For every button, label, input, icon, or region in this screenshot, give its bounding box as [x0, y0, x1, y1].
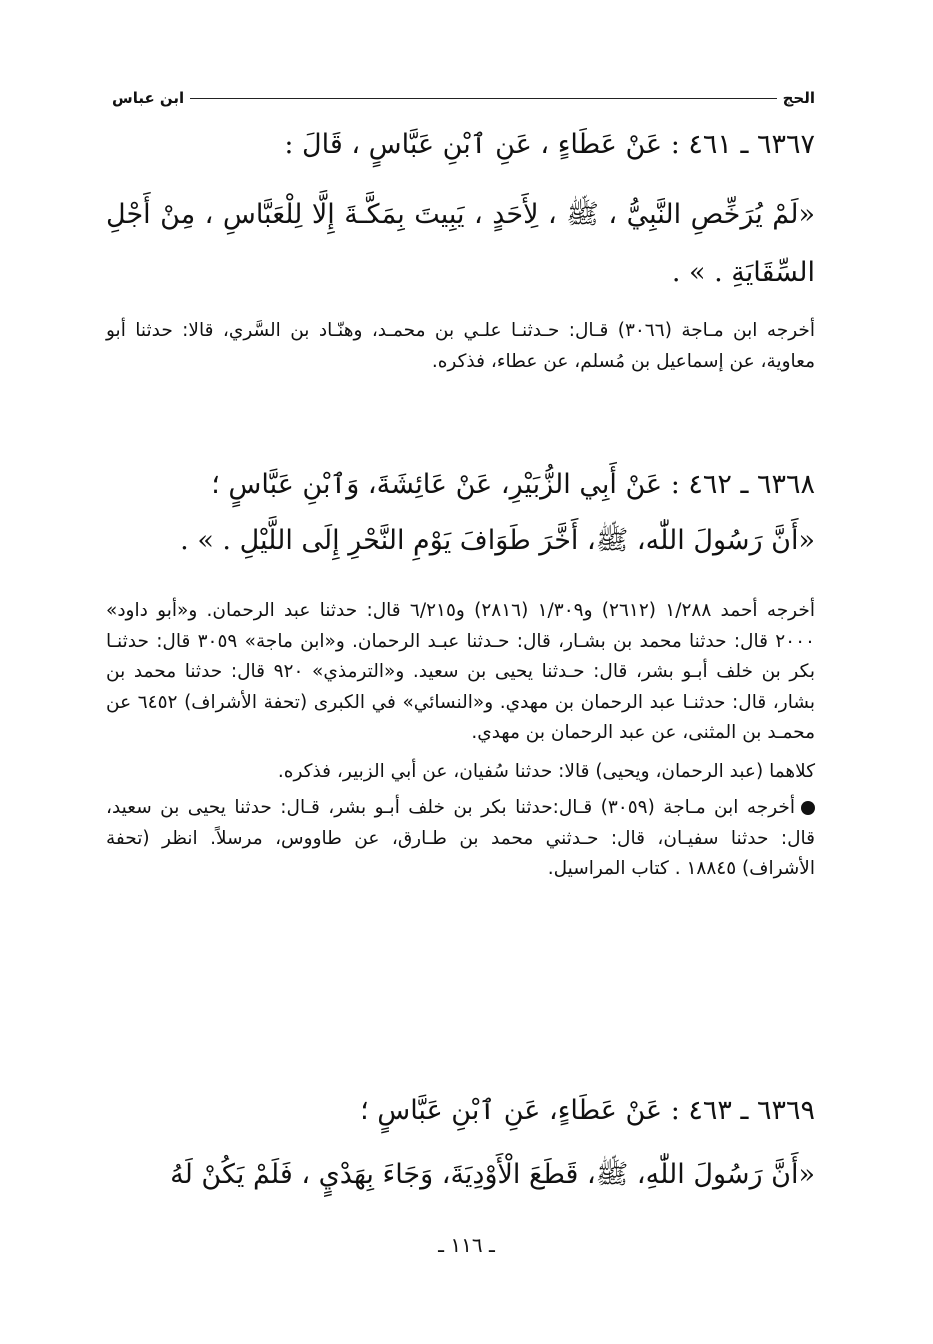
takhrij-paragraph [106, 793, 815, 885]
hadith-6367-takhrij [106, 316, 815, 377]
takhrij-paragraph: أخرجه أحمد ١/٢٨٨ (٢٦١٢) و١/٣٠٩ (٢٨١٦) و٦/٢١٥ قال: حدثنا عبد الرحمان. و«أبو داود» ٢٠٠٠ قال: حدثنا محمد بن بشـار، قال: حـدثنا عبـد الرحمان. و«ابن ماجة» ٣٠٥٩ قال: حدثنـا بكر بن خلف أبـو بشر، قال: حـدثنا يحيى بن سعيد. و«الترمذي» ٩٢٠ قال: حدثنا محمد بن بشار، قال: حدثنـا عبد الرحمان بن مهدي. و«النسائي» في الكبرى (تحفة الأشراف) ٦٤٥٢ عن محمـد بن المثنى، عن عبد الرحمان بن مهدي. [106, 600, 815, 743]
page-number: ـ ١١٦ ـ [438, 1233, 495, 1257]
header-rule [190, 98, 776, 99]
hadith-6369-heading: ٦٣٦٩ ـ ٤٦٣ : عَنْ عَطَاءٍ، عَنِ ٱبْنِ عَبَّاسٍ ؛ [360, 1095, 815, 1126]
takhrij-paragraph: أخرجه ابن مـاجة (٣٠٦٦) قـال: حـدثنـا علـي بن محمـد، وهنّـاد بن السَّري، قالا: حدثنا أبو معاوية، عن إسماعيل بن مُسلم، عن عطاء، فذكره. [106, 320, 815, 372]
takhrij-text: أخرجه ابن مـاجة (٣٠٥٩) قـال:حدثنا بكر بن خلف أبـو بشر، قـال: حدثنا يحيى بن سعيد، قال: حدثنا سفيـان، قال: حـدثني محمد بن طـارق، عن طاووس، مرسلاً. انظر (تحفة الأشراف) ١٨٨٤٥ . كتاب المراسيل. [106, 797, 815, 879]
bullet-icon [801, 801, 815, 815]
narrator-title: ابن عباس [112, 89, 185, 107]
chapter-title: الحج [782, 89, 815, 107]
hadith-6368-heading: ٦٣٦٨ ـ ٤٦٢ : عَنْ أَبِي الزُّبَيْرِ، عَنْ عَائِشَةَ، وَٱبْنِ عَبَّاسٍ ؛ [211, 469, 815, 500]
hadith-6367-heading: ٦٣٦٧ ـ ٤٦١ : عَنْ عَطَاءٍ ، عَنِ ٱبْنِ عَبَّاسٍ ، قَالَ : [284, 129, 815, 160]
hadith-6368-takhrij [106, 596, 815, 885]
takhrij-paragraph: كلاهما (عبد الرحمان، ويحيى) قالا: حدثنا سُفيان، عن أبي الزبير، فذكره. [277, 760, 815, 782]
hadith-6367-text: «لَمْ يُرَخِّصِ النَّبِيُّ ، ﷺ ، لِأَحَدٍ ، يَبِيتَ بِمَكَّـةَ إِلَّا لِلْعَبَّاسِ ، مِنْ أَجْلِ السِّقَايَةِ . » . [106, 199, 815, 288]
running-header [112, 86, 815, 110]
hadith-6368-text: «أَنَّ رَسُولَ اللّٰه، ﷺ، أَخَّرَ طَوَافَ يَوْمِ النَّحْرِ إِلَى اللَّيْلِ . » . [180, 525, 815, 556]
hadith-6369-text: «أَنَّ رَسُولَ اللّٰهِ، ﷺ، قَطَعَ الْأَوْدِيَةَ، وَجَاءَ بِهَدْيٍ ، فَلَمْ يَكُنْ لَهُ [170, 1159, 815, 1190]
